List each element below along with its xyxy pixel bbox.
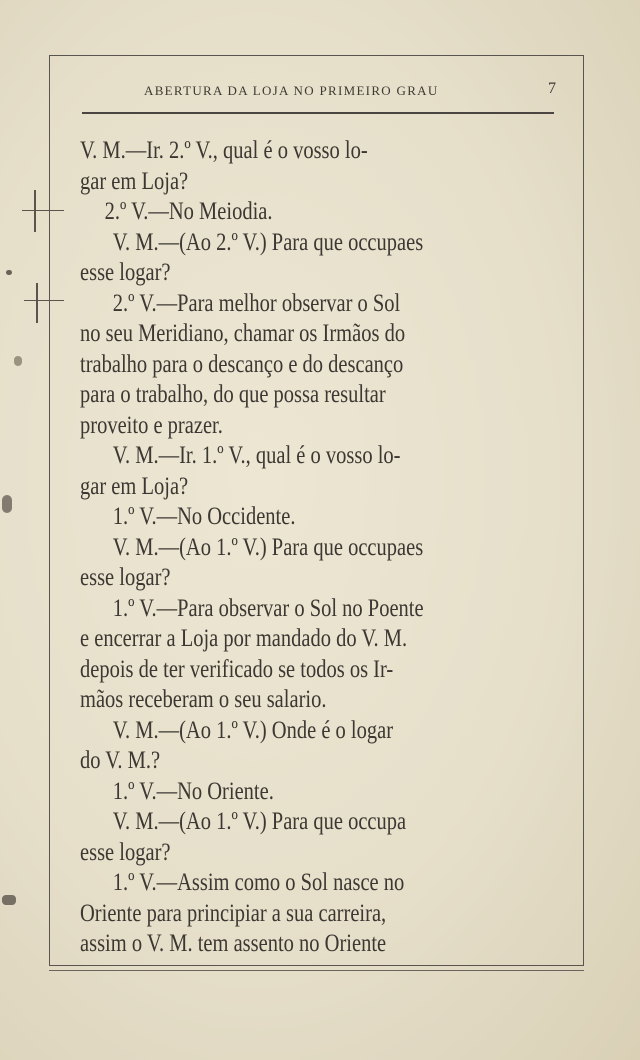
text-line: 1.º V.—Para observar o Sol no Poente (112, 594, 424, 622)
body-text (80, 136, 556, 960)
text-line: V. M.—(Ao 1.º V.) Onde é o logar (112, 716, 394, 744)
text-line: esse logar? (80, 564, 171, 591)
text-line: V. M.—(Ao 2.º V.) Para que occupaes (112, 228, 424, 256)
text-line: 1.º V.—No Occidente. (112, 503, 296, 530)
text-line: para o trabalho, do que possa resultar (80, 381, 386, 408)
text-line: 1.º V.—Assim como o Sol nasce no (112, 869, 405, 896)
head-rule (82, 112, 554, 114)
text-line: V. M.—Ir. 1.º V., qual é o vosso lo- (112, 442, 401, 469)
text-line: V. M.—Ir. 2.º V., qual é o vosso lo- (80, 137, 368, 164)
page-number: 7 (548, 80, 556, 97)
text-line: do V. M.? (80, 747, 161, 774)
text-line: esse logar? (80, 838, 171, 866)
text-line: 2.º V.—No Meiodia. (104, 198, 273, 225)
text-line: trabalho para o descanço e do descanço (80, 350, 404, 378)
text-line: assim o V. M. tem assento no Oriente (80, 930, 387, 957)
text-line: mãos receberam o seu salario. (80, 686, 327, 713)
text-line: proveito e prazer. (80, 411, 223, 439)
text-line: no seu Meridiano, chamar os Irmãos do (80, 320, 406, 347)
text-line: depois de ter verificado se todos os Ir- (80, 655, 394, 683)
text-line: V. M.—(Ao 1.º V.) Para que occupa (112, 808, 407, 835)
text-line: gar em Loja? (80, 472, 189, 500)
running-head-title: ABERTURA DA LOJA NO PRIMEIRO GRAU (144, 83, 439, 98)
text-line: 2.º V.—Para melhor observar o Sol (112, 289, 401, 317)
text-line: V. M.—(Ao 1.º V.) Para que occupaes (112, 533, 424, 561)
bottom-rule (49, 970, 584, 971)
text-line: Oriente para principiar a sua carreira, (80, 899, 387, 927)
text-line: gar em Loja? (80, 167, 189, 195)
text-line: 1.º V.—No Oriente. (112, 777, 274, 805)
running-head (82, 80, 560, 102)
text-line: esse logar? (80, 259, 171, 286)
text-line: e encerrar a Loja por mandado do V. M. (80, 625, 408, 652)
